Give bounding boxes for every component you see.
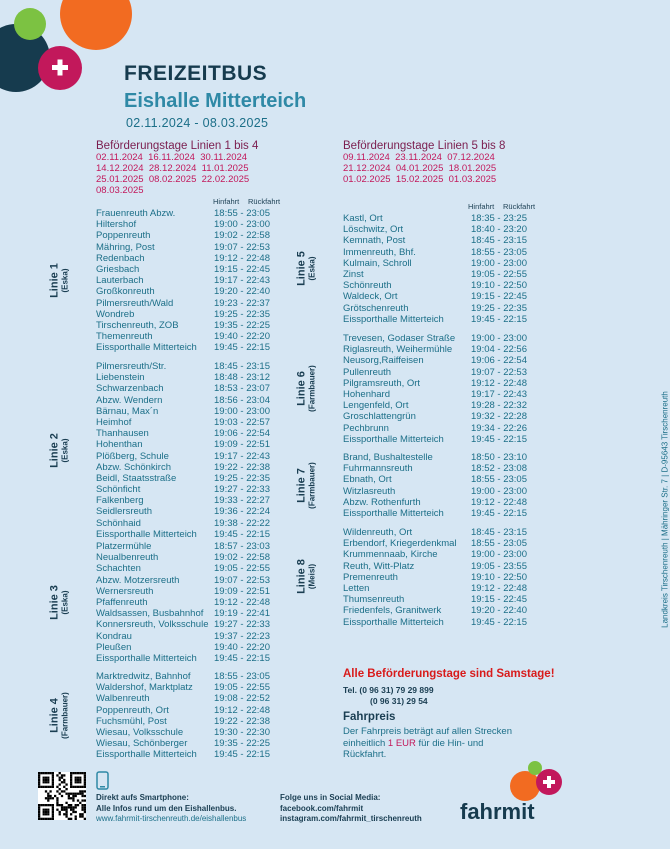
stop-name: Schönficht: [96, 484, 141, 496]
stop-times: 19:04 - 22:56: [471, 344, 527, 356]
stop-name: Groschlattengrün: [343, 411, 416, 423]
line-label-3: [49, 557, 70, 647]
stop-times: 18:50 - 23:10: [471, 452, 527, 463]
stop-name: Grötschenreuth: [343, 302, 409, 314]
stop-times: 19:20 - 22:40: [214, 286, 270, 298]
stop-name: Schönhaid: [96, 517, 141, 529]
stop-name: Griesbach: [96, 263, 140, 275]
stop-times: 19:00 - 23:00: [214, 405, 270, 417]
stop-name: Wondreb: [96, 308, 135, 320]
stop-times: 19:06 - 22:54: [471, 355, 527, 367]
instagram-link[interactable]: instagram.com/fahrmit_tirschenreuth: [280, 814, 422, 823]
stop-times: 19:33 - 22:27: [214, 495, 270, 507]
line-operator: (Farmbauer): [60, 691, 70, 739]
stop-name: Waldershof, Marktplatz: [96, 682, 193, 694]
stop-times: 19:02 - 22:58: [214, 552, 270, 564]
stop-times: 19:10 - 22:50: [471, 280, 527, 292]
fare-text-before: Der Fahrpreis beträgt auf allen Strecken einheitlich: [343, 726, 512, 749]
stop-times: 18:52 - 23:08: [471, 463, 527, 475]
stop-name: Zinst: [343, 268, 364, 280]
stop-name: Riglasreuth, Weihermühle: [343, 344, 453, 356]
stop-name: Ebnath, Ort: [343, 474, 392, 486]
decorative-circles: [0, 0, 140, 110]
line-label-5: [296, 224, 317, 314]
stop-times: 18:55 - 23:05: [471, 474, 527, 486]
line-operator: (Farmbauer): [307, 365, 317, 412]
stop-name: Hohenhard: [343, 388, 391, 400]
stop-times: 19:45 - 22:15: [214, 652, 270, 664]
stop-times: 19:00 - 23:00: [471, 485, 527, 497]
fare-heading: Fahrpreis: [343, 711, 396, 723]
stop-times: 19:34 - 22:26: [471, 422, 527, 434]
stop-name: Eissporthalle Mitterteich: [343, 313, 444, 325]
stop-name: Lauterbach: [96, 275, 144, 287]
stop-times: 19:07 - 22:53: [471, 366, 527, 378]
date-range: 02.11.2024 - 08.03.2025: [126, 116, 269, 130]
stop-name: Themenreuth: [96, 331, 153, 343]
line-name: Linie 2: [48, 432, 61, 468]
stop-times: 18:45 - 23:15: [214, 361, 270, 372]
stop-name: Premenreuth: [343, 571, 398, 583]
stop-times: 19:19 - 22:41: [214, 608, 270, 620]
stop-times: 19:00 - 23:00: [214, 219, 270, 231]
line-operator: (Eska): [60, 438, 70, 463]
stop-name: Lengenfeld, Ort: [343, 400, 409, 412]
line-label-6: [296, 344, 317, 434]
stop-times: 18:53 - 23:07: [214, 383, 270, 395]
smartphone-heading: Direkt aufs Smartphone:: [96, 793, 189, 802]
stop-times: 18:45 - 23:15: [471, 235, 527, 247]
stop-name: Poppenreuth: [96, 230, 151, 242]
stop-name: Neusorg,Raiffeisen: [343, 355, 424, 367]
line-name: Linie 8: [295, 559, 308, 595]
stop-times: 19:05 - 22:55: [214, 682, 270, 694]
stop-name: Eissporthalle Mitterteich: [343, 507, 444, 519]
stop-name: Eissporthalle Mitterteich: [96, 749, 197, 761]
stop-name: Pechbrunn: [343, 422, 389, 434]
stop-name: Wernersreuth: [96, 585, 154, 597]
stop-name: Krummennaab, Kirche: [343, 549, 438, 561]
line-operator: (Meisl): [307, 564, 317, 590]
smartphone-info: [96, 793, 246, 825]
stop-name: Mähring, Post: [96, 241, 155, 253]
stop-name: Frauenreuth Abzw.: [96, 208, 176, 219]
stop-times: 19:30 - 22:30: [214, 726, 270, 738]
left-days-heading: Beförderungstage Linien 1 bis 4: [96, 140, 259, 152]
stop-times: 19:45 - 22:15: [214, 749, 270, 761]
stop-name: Eissporthalle Mitterteich: [96, 652, 197, 664]
stop-times: 18:35 - 23:25: [471, 213, 527, 224]
stop-name: Redenbach: [96, 252, 145, 264]
stop-name: Friedenfels, Granitwerk: [343, 605, 442, 617]
stop-name: Tirschenreuth, ZOB: [96, 319, 179, 331]
stop-name: Eissporthalle Mitterteich: [343, 433, 444, 445]
stop-name: Liebenstein: [96, 372, 145, 384]
stop-times: 19:45 - 22:15: [214, 528, 270, 540]
stop-times: 19:22 - 22:38: [214, 461, 270, 473]
stop-times: 19:12 - 22:48: [214, 704, 270, 716]
social-media-info: [280, 793, 422, 825]
stop-name: Poppenreuth, Ort: [96, 704, 169, 716]
stop-times: 18:55 - 23:05: [471, 246, 527, 258]
stop-name: Immenreuth, Bhf.: [343, 246, 416, 258]
stop-name: Pilgramsreuth, Ort: [343, 377, 421, 389]
stop-name: Marktredwitz, Bahnhof: [96, 671, 191, 682]
stop-times: 19:09 - 22:51: [214, 585, 270, 597]
left-days-dates: 02.11.2024 16.11.2024 30.11.2024 14.12.2024 28.12.2024 11.01.2025 25.01.2025 08.02.2025 22.02.2025 08.03.2025: [96, 152, 250, 196]
stop-times: 19:03 - 22:57: [214, 416, 270, 428]
stop-times: 18:40 - 23:20: [471, 224, 527, 236]
stop-name: Kondrau: [96, 630, 132, 642]
stop-name: Abzw. Schönkirch: [96, 461, 171, 473]
stop-times: 19:02 - 22:58: [214, 230, 270, 242]
stop-times: 19:09 - 22:51: [214, 439, 270, 451]
page-title: FREIZEITBUS: [124, 62, 268, 85]
stop-times: 19:17 - 22:43: [471, 388, 527, 400]
stop-name: Pullenreuth: [343, 366, 392, 378]
stop-times: 19:17 - 22:43: [214, 275, 270, 287]
stop-name: Abzw. Motzersreuth: [96, 574, 180, 586]
smartphone-link[interactable]: www.fahrmit-tirschenreuth.de/eishallenbus: [96, 814, 247, 823]
stop-times: 19:00 - 23:00: [471, 257, 527, 269]
fare-price: 1 EUR: [387, 737, 416, 749]
stop-name: Schachten: [96, 563, 141, 575]
phone-info: [343, 685, 434, 707]
stop-times: 19:12 - 22:48: [214, 252, 270, 264]
line-label-2: [49, 405, 70, 495]
stop-name: Bärnau, Max´n: [96, 405, 159, 417]
stop-name: Letten: [343, 582, 370, 594]
stop-times: 19:45 - 22:15: [471, 313, 527, 325]
return-header-right: Rückfahrt: [503, 202, 536, 211]
line-label-1: [49, 235, 70, 325]
stop-name: Wiesau, Volksschule: [96, 726, 184, 738]
stop-name: Löschwitz, Ort: [343, 224, 404, 236]
stop-name: Wildenreuth, Ort: [343, 527, 413, 538]
fahrmit-logo: fahrmit: [460, 799, 535, 824]
stop-name: Pilmersreuth/Str.: [96, 361, 167, 372]
stop-name: Platzermühle: [96, 541, 152, 552]
stop-times: 18:55 - 23:05: [471, 538, 527, 550]
stop-times: 18:45 - 23:15: [471, 527, 527, 538]
stop-name: Schwarzenbach: [96, 383, 164, 395]
stop-name: Seidlersreuth: [96, 506, 152, 518]
line-name: Linie 1: [48, 262, 61, 298]
phone-1: Tel. (0 96 31) 79 29 899: [343, 685, 434, 695]
side-address: Landkreis Tirschenreuth | Mähringer Str. 7 | D-95643 Tirschenreuth: [660, 391, 670, 628]
smartphone-icon: [96, 771, 110, 791]
stop-name: Hohenthan: [96, 439, 143, 451]
stop-name: Waldsassen, Busbahnhof: [96, 608, 204, 620]
stop-times: 19:45 - 22:15: [471, 433, 527, 445]
stop-times: 19:05 - 22:55: [214, 563, 270, 575]
stop-name: Falkenberg: [96, 495, 144, 507]
stop-name: Hiltershof: [96, 219, 137, 231]
stop-times: 19:12 - 22:48: [214, 596, 270, 608]
stop-times: 19:45 - 22:15: [214, 342, 270, 354]
stop-times: 19:37 - 22:23: [214, 630, 270, 642]
line-label-7: [296, 440, 317, 530]
stop-times: 19:38 - 22:22: [214, 517, 270, 529]
stop-times: 19:22 - 22:38: [214, 715, 270, 727]
stop-name: Kemnath, Post: [343, 235, 406, 247]
stop-times: 19:27 - 22:33: [214, 619, 270, 631]
stop-name: Wiesau, Schönberger: [96, 738, 188, 750]
stop-times: 19:00 - 23:00: [471, 549, 527, 561]
qr-code[interactable]: [38, 772, 86, 820]
stop-times: 19:45 - 22:15: [471, 616, 527, 628]
line-operator: (Farmbauer): [307, 461, 317, 509]
stop-name: Kastl, Ort: [343, 213, 383, 224]
stop-times: 19:20 - 22:40: [471, 605, 527, 617]
stop-times: 19:00 - 23:00: [471, 333, 527, 344]
outbound-header-right: Hinfahrt: [468, 202, 495, 211]
social-heading: Folge uns in Social Media:: [280, 793, 381, 802]
stop-times: 19:15 - 22:45: [471, 291, 527, 303]
stop-name: Abzw. Wendern: [96, 394, 163, 406]
stop-times: 19:27 - 22:33: [214, 484, 270, 496]
stop-times: 19:40 - 22:20: [214, 641, 270, 653]
stop-times: 19:25 - 22:35: [471, 302, 527, 314]
stop-times: 19:10 - 22:50: [471, 571, 527, 583]
line-name: Linie 6: [295, 371, 308, 406]
stop-name: Eissporthalle Mitterteich: [343, 616, 444, 628]
stop-times: 19:15 - 22:45: [214, 263, 270, 275]
stop-times: 19:28 - 22:32: [471, 400, 527, 412]
stop-name: Pilmersreuth/Wald: [96, 297, 174, 309]
stop-name: Eissporthalle Mitterteich: [96, 528, 197, 540]
line-name: Linie 7: [295, 467, 308, 503]
right-days-heading: Beförderungstage Linien 5 bis 8: [343, 140, 506, 152]
stop-times: 19:06 - 22:54: [214, 428, 270, 440]
stop-name: Trevesen, Godaser Straße: [343, 333, 456, 344]
stop-name: Pfaffenreuth: [96, 596, 148, 608]
line-name: Linie 4: [48, 697, 61, 733]
stop-name: Thumsenreuth: [343, 594, 405, 606]
stop-name: Neualbenreuth: [96, 552, 159, 564]
stop-times: 19:08 - 22:52: [214, 693, 270, 705]
outbound-header-left: Hinfahrt: [213, 197, 240, 206]
stop-times: 19:12 - 22:48: [471, 582, 527, 594]
stop-times: 18:48 - 23:12: [214, 372, 270, 384]
stop-name: Abzw. Rothenfurth: [343, 496, 421, 508]
stop-times: 18:55 - 23:05: [214, 671, 270, 682]
fare-text-after: für die Hin- und Rückfahrt.: [343, 737, 484, 760]
stop-name: Thanhausen: [96, 428, 149, 440]
stop-times: 18:56 - 23:04: [214, 394, 270, 406]
smartphone-subheading: Alle Infos rund um den Eishallenbus.: [96, 803, 237, 813]
stop-times: 19:45 - 22:15: [471, 507, 527, 519]
stop-times: 19:12 - 22:48: [471, 377, 527, 389]
stop-name: Reuth, Witt-Platz: [343, 560, 415, 572]
stop-name: Waldeck, Ort: [343, 291, 398, 303]
stop-name: Plößberg, Schule: [96, 450, 169, 462]
stop-times: 19:35 - 22:25: [214, 319, 270, 331]
line-label-8: [296, 532, 317, 622]
fare-text: [343, 726, 513, 761]
stop-times: 19:17 - 22:43: [214, 450, 270, 462]
stop-times: 19:07 - 22:53: [214, 574, 270, 586]
saturday-notice: Alle Beförderungstage sind Samstage!: [343, 668, 555, 680]
stop-times: 19:12 - 22:48: [471, 496, 527, 508]
line-name: Linie 5: [295, 251, 308, 286]
stop-name: Heimhof: [96, 416, 132, 428]
stop-name: Fuhrmannsreuth: [343, 463, 413, 475]
stop-name: Schönreuth: [343, 280, 392, 292]
stop-times: 18:57 - 23:03: [214, 541, 270, 552]
stop-name: Walbenreuth: [96, 693, 150, 705]
stop-name: Brand, Bushaltestelle: [343, 452, 433, 463]
stop-name: Beidl, Staatsstraße: [96, 472, 177, 484]
stop-name: Konnersreuth, Volksschule: [96, 619, 209, 631]
stop-name: Kulmain, Schroll: [343, 257, 412, 269]
stop-times: 19:36 - 22:24: [214, 506, 270, 518]
stop-name: Eissporthalle Mitterteich: [96, 342, 197, 354]
stop-times: 19:32 - 22:28: [471, 411, 527, 423]
facebook-link[interactable]: facebook.com/fahrmit: [280, 803, 364, 813]
stop-times: 19:15 - 22:45: [471, 594, 527, 606]
return-header-left: Rückfahrt: [248, 197, 281, 206]
phone-2: (0 96 31) 29 54: [370, 696, 428, 706]
line-operator: (Eska): [60, 590, 70, 615]
stop-times: 19:25 - 22:35: [214, 308, 270, 320]
stop-times: 19:25 - 22:35: [214, 472, 270, 484]
stop-name: Witzlasreuth: [343, 485, 396, 497]
line-operator: (Eska): [307, 256, 317, 281]
right-days-dates: 09.11.2024 23.11.2024 07.12.2024 21.12.2024 04.01.2025 18.01.2025 01.02.2025 15.02.2025 01.03.2025: [343, 152, 497, 185]
stop-name: Großkonreuth: [96, 286, 155, 298]
page-subtitle: Eishalle Mitterteich: [124, 90, 307, 112]
line-name: Linie 3: [48, 584, 61, 620]
stop-times: 19:05 - 23:55: [471, 560, 527, 572]
stop-times: 19:35 - 22:25: [214, 738, 270, 750]
stop-times: 19:07 - 22:53: [214, 241, 270, 253]
stop-times: 19:23 - 22:37: [214, 297, 270, 309]
stop-times: 19:05 - 22:55: [471, 268, 527, 280]
stop-name: Erbendorf, Kriegerdenkmal: [343, 538, 457, 550]
stop-name: Fuchsmühl, Post: [96, 715, 167, 727]
stop-times: 19:40 - 22:20: [214, 331, 270, 343]
line-operator: (Eska): [60, 268, 70, 293]
line-label-4: [49, 670, 70, 760]
stop-name: Pleußen: [96, 641, 132, 653]
stop-times: 18:55 - 23:05: [214, 208, 270, 219]
